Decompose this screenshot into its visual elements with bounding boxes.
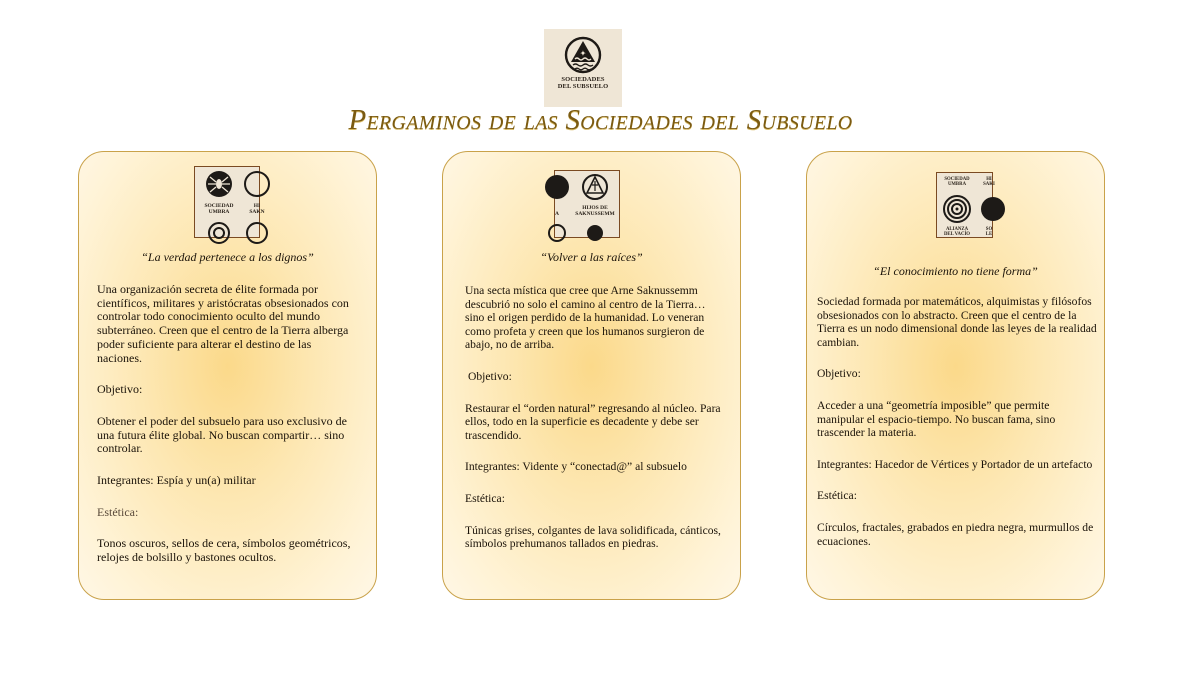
objective-text: Restaurar el “orden natural” regresando al núcleo. Para ellos, todo en la superficie es decadente y debe ser trascendido. bbox=[465, 401, 721, 442]
aesthetic-text: Tonos oscuros, sellos de cera, símbolos geométricos, relojes de bolsillo y bastones ocultos. bbox=[97, 536, 351, 565]
svg-text:✦: ✦ bbox=[579, 49, 587, 58]
page-title: Pergaminos de las Sociedades del Subsuelo bbox=[348, 104, 853, 136]
emblem-label: A bbox=[555, 211, 559, 217]
emblem-thumbnail bbox=[936, 172, 993, 238]
emblem-label: SOCIEDAD bbox=[204, 203, 234, 209]
emblem-label: SAKI bbox=[983, 182, 995, 187]
logo-line-2: DEL SUBSUELO bbox=[557, 83, 609, 90]
objective-label: Objetivo: bbox=[97, 382, 143, 397]
objective-text: Obtener el poder del subsuelo para uso exclusivo de una futura élite global. No buscan compartir… sino controlar. bbox=[97, 413, 347, 456]
society-motto: “La verdad pertenece a los dignos” bbox=[141, 250, 314, 264]
emblem-thumbnail bbox=[194, 166, 265, 238]
logo-line-1: SOCIEDADES bbox=[561, 76, 605, 83]
emblem-label: HI bbox=[986, 177, 992, 182]
society-logo bbox=[544, 29, 622, 107]
spider-emblem-icon bbox=[195, 167, 265, 237]
objective-text: Acceder a una “geometría imposible” que permite manipular el espacio-tiempo. No buscan fama, sino trascender la materia. bbox=[817, 398, 1056, 440]
triangle-wave-emblem-icon bbox=[563, 35, 603, 75]
society-card-umbra bbox=[78, 151, 377, 600]
society-details bbox=[817, 295, 1099, 566]
emblem-label: SAKN bbox=[249, 209, 265, 215]
society-card-saknussemm bbox=[442, 151, 741, 600]
emblem-label: DEL VACÍO bbox=[943, 232, 971, 237]
aesthetic-text: Túnicas grises, colgantes de lava solidificada, cánticos, símbolos prehumanos tallados en piedras. bbox=[465, 523, 721, 551]
members-text: Integrantes: Hacedor de Vértices y Portador de un artefacto bbox=[817, 457, 1093, 471]
concentric-circles-emblem-icon bbox=[937, 173, 995, 237]
objective-label: Objetivo: bbox=[817, 367, 861, 381]
aesthetic-text: Círculos, fractales, grabados en piedra negra, murmullos de ecuaciones. bbox=[817, 520, 1094, 548]
emblem-label: ALIANZA bbox=[945, 227, 969, 232]
society-description: Una organización secreta de élite formada por científicos, militares y aristócratas obsesionados con controlar todo conocimiento oculto del mundo subterráneo. Creen que el centro de la Tierra alberga poder suficiente para alterar el destino de las naciones. bbox=[97, 282, 349, 365]
logo-text bbox=[558, 76, 609, 90]
members-text: Integrantes: Vidente y “conectad@” al subsuelo bbox=[465, 460, 687, 474]
emblem-label: HI bbox=[253, 203, 261, 209]
society-details bbox=[465, 284, 721, 569]
emblem-label: HIJOS DE bbox=[582, 205, 608, 211]
society-motto: “Volver a las raíces” bbox=[540, 250, 643, 264]
emblem-label: SAKNUSSEMM bbox=[575, 211, 615, 217]
society-description: Una secta mística que cree que Arne Saknussemm descubrió no solo el camino al centro de la Tierra… sino el origen perdido de la humanidad. Lo veneran como profeta y creen que los humanos surgieron de abajo, no de arriba. bbox=[465, 284, 706, 352]
emblem-label: SO bbox=[985, 227, 993, 232]
society-motto: “El conocimiento no tiene forma” bbox=[873, 264, 1038, 278]
pyramid-emblem-icon bbox=[555, 171, 619, 237]
aesthetic-label: Estética: bbox=[97, 504, 139, 519]
emblem-label: LE bbox=[985, 232, 993, 237]
aesthetic-label: Estética: bbox=[465, 491, 505, 505]
society-card-vacio bbox=[806, 151, 1105, 600]
emblem-label: UMBRA bbox=[947, 182, 967, 187]
emblem-thumbnail bbox=[554, 170, 620, 238]
society-description: Sociedad formada por matemáticos, alquimistas y filósofos obsesionados con lo abstracto. Creen que el centro de la Tierra es un nodo dimensional donde las leyes de la realidad cambian. bbox=[817, 295, 1097, 349]
objective-label: Objetivo: bbox=[468, 369, 512, 383]
members-text: Integrantes: Espía y un(a) militar bbox=[97, 473, 256, 488]
aesthetic-label: Estética: bbox=[817, 489, 857, 503]
emblem-label: UMBRA bbox=[208, 209, 230, 215]
society-details bbox=[97, 283, 359, 583]
emblem-label: SOCIEDAD bbox=[944, 177, 970, 182]
